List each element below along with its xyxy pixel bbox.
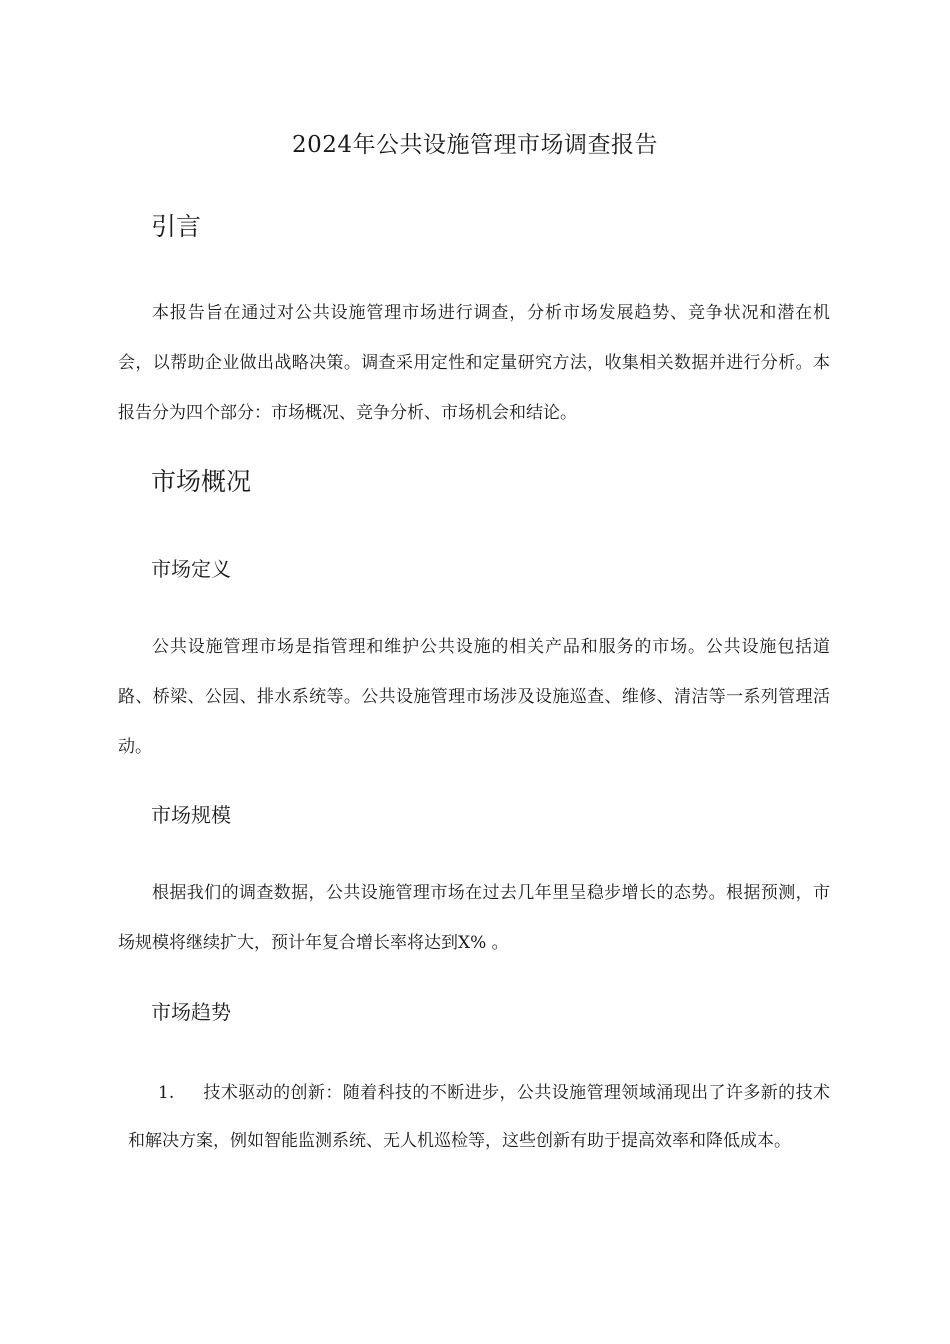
heading-market-overview: 市场概况 <box>151 467 252 496</box>
document-title: 2024年公共设施管理市场调查报告 <box>291 132 659 158</box>
list-item-text: 技术驱动的创新：随着科技的不断进步，公共设施管理领域涌现出了许多新的技术和解决方案，例如智能监测系统、无人机巡检等，这些创新有助于提高效率和降低成本。 <box>128 1083 830 1151</box>
paragraph-market-definition: 公共设施管理市场是指管理和维护公共设施的相关产品和服务的市场。公共设施包括道路、桥梁、公园、排水系统等。公共设施管理市场涉及设施巡查、维修、清洁等一系列管理活动。 <box>118 637 830 757</box>
paragraph-intro: 本报告旨在通过对公共设施管理市场进行调查，分析市场发展趋势、竞争状况和潜在机会，以帮助企业做出战略决策。调查采用定性和定量研究方法，收集相关数据并进行分析。本报告分为四个部分：市场概况、竞争分析、市场机会和结论。 <box>118 303 830 423</box>
heading-market-trends: 市场趋势 <box>151 1000 231 1024</box>
heading-market-scale: 市场规模 <box>151 803 231 827</box>
heading-intro: 引言 <box>151 212 202 241</box>
list-item-number: 1. <box>158 1083 175 1103</box>
heading-market-definition: 市场定义 <box>151 557 231 581</box>
paragraph-market-scale: 根据我们的调查数据，公共设施管理市场在过去几年里呈稳步增长的态势。根据预测，市场规模将继续扩大，预计年复合增长率将达到X% 。 <box>118 883 830 953</box>
list-item <box>128 1069 830 1165</box>
